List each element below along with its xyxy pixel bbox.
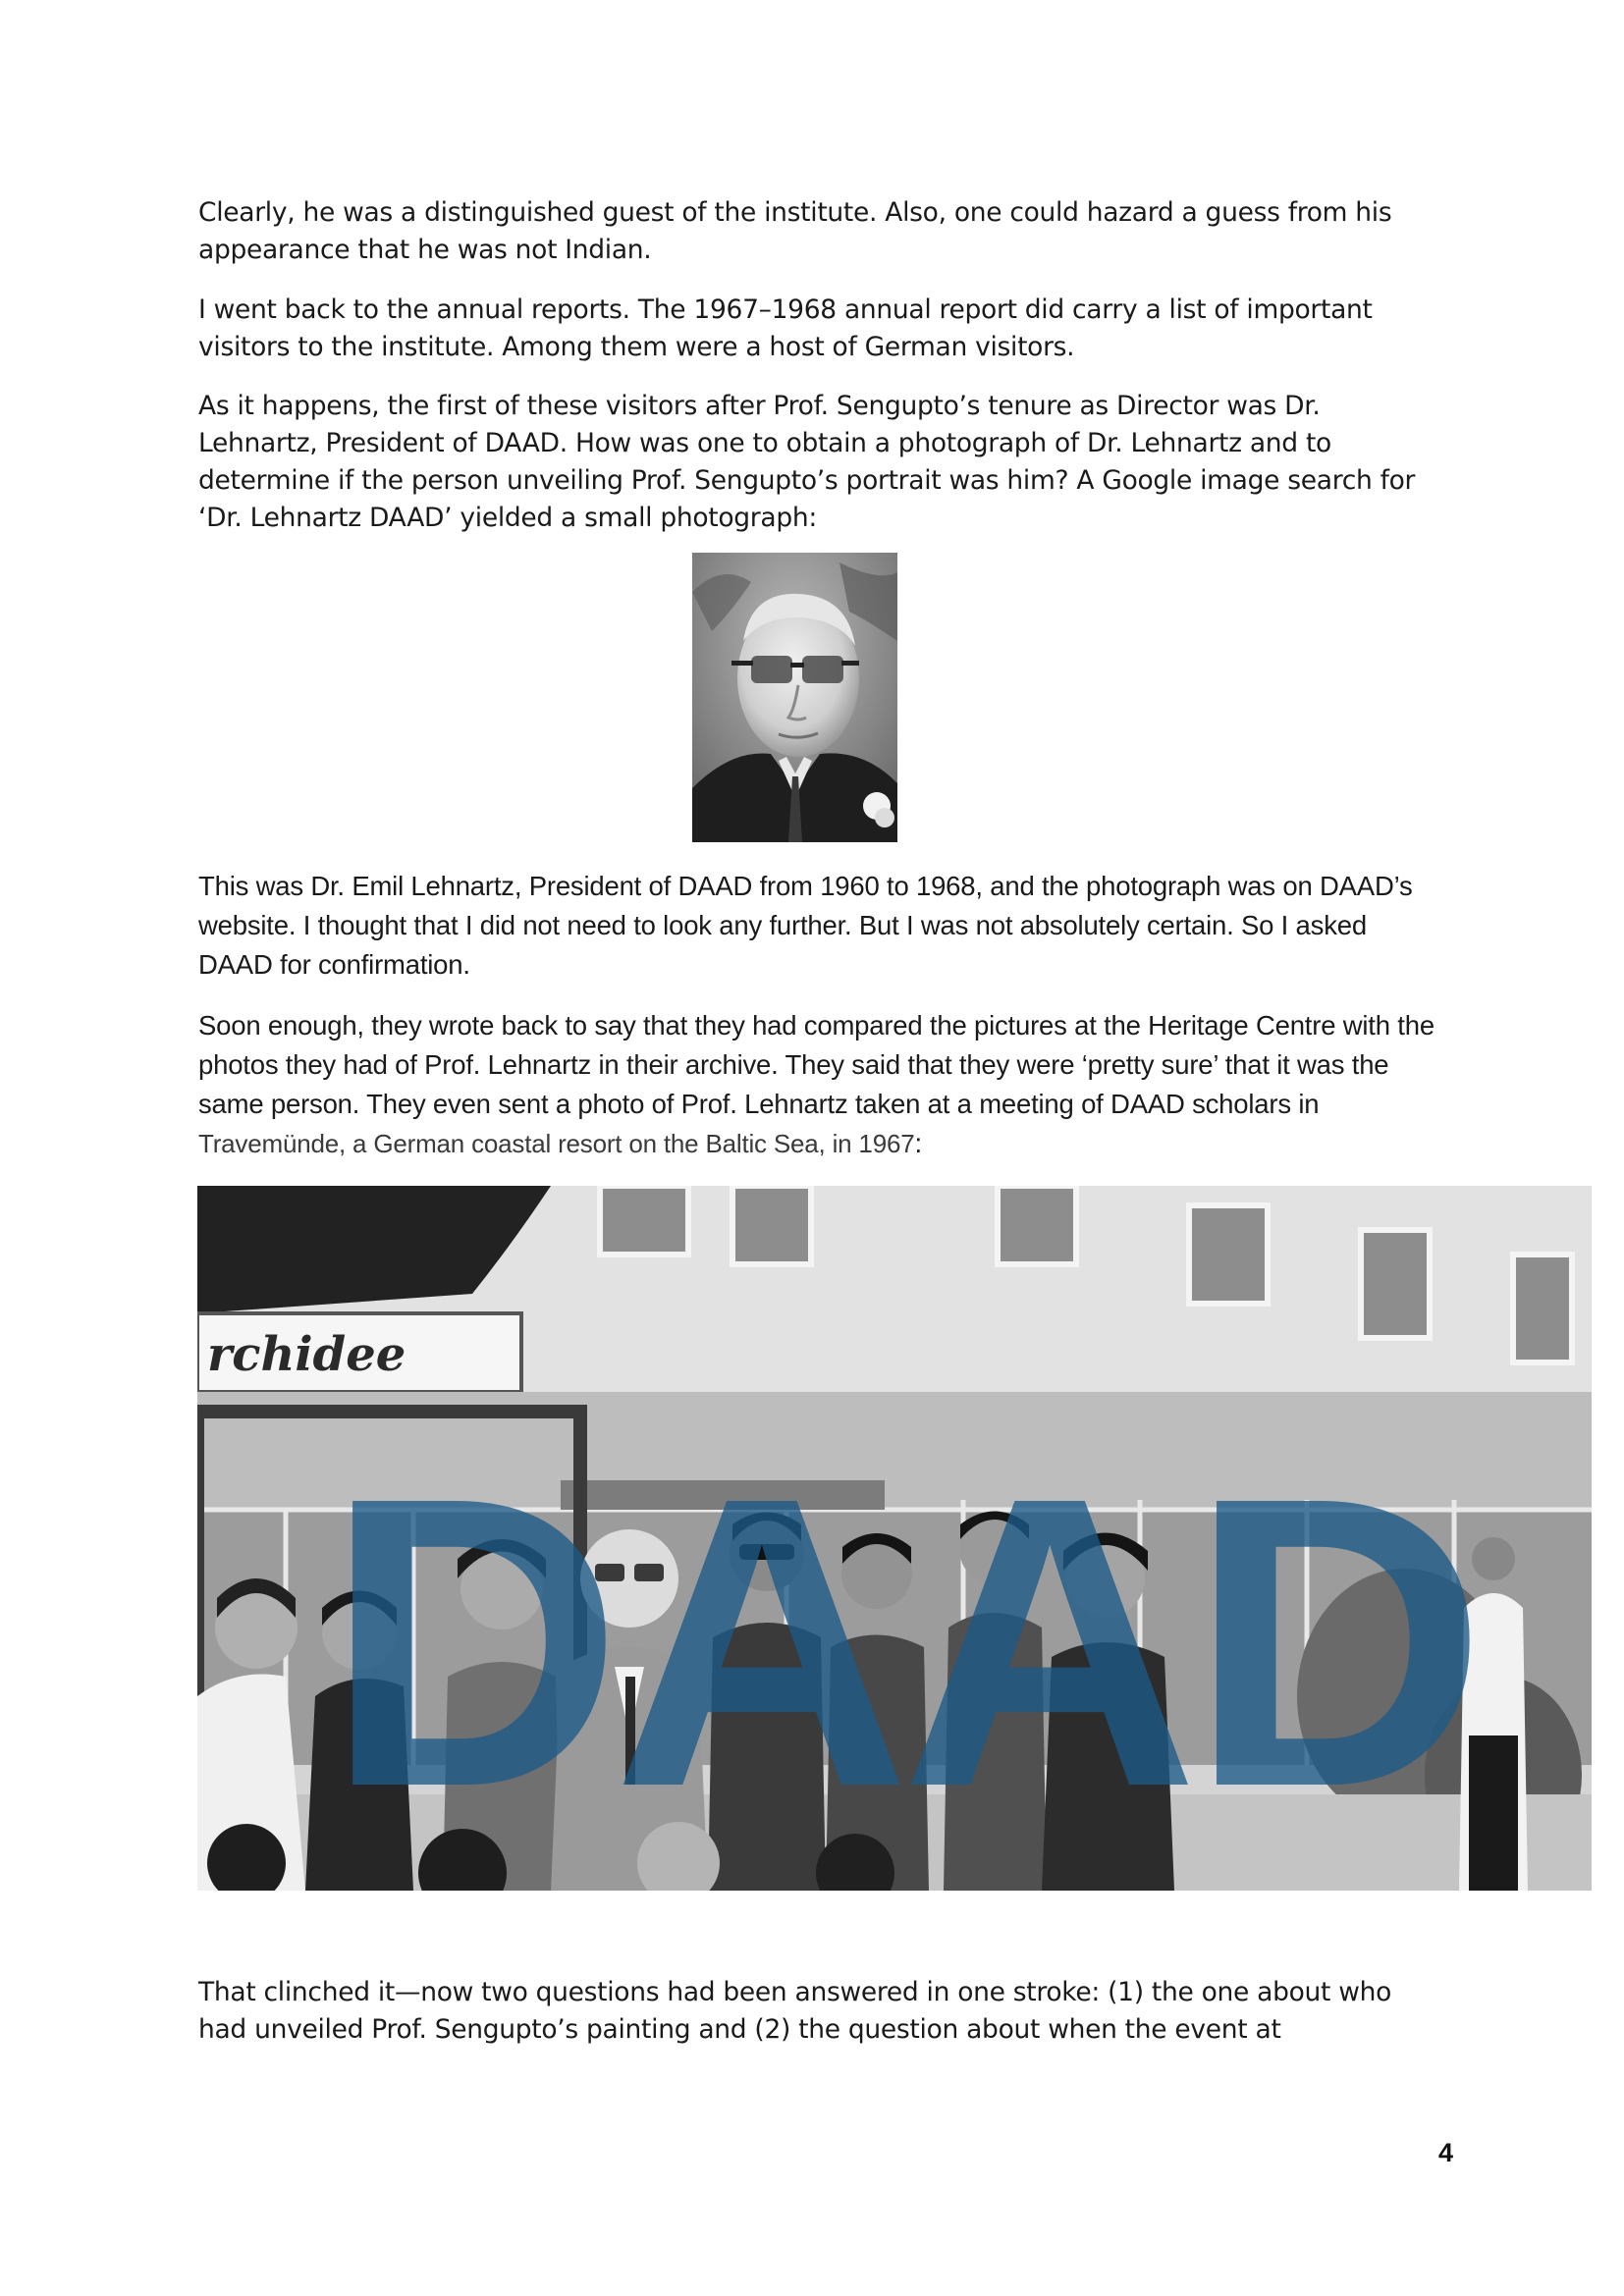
paragraph-5-end: : (914, 1128, 922, 1158)
paragraph-6: That clinched it—now two questions had been answered in one stroke: (1) the one about who had unveiled Prof. Sengupto’s painting and (2) the question about when the event at (198, 1977, 1391, 2045)
orchidee-sign-text: rchidee (207, 1327, 406, 1382)
page-number: 4 (1437, 2138, 1453, 2167)
daad-scholars-group-photo (197, 1186, 1592, 1891)
paragraph-4: This was Dr. Emil Lehnartz, President of DAAD from 1960 to 1968, and the photograph was on DAAD’s website. I thought that I did not need to look any further. But I was not absolutely certain. So I asked DAAD for confirmation. (198, 871, 1413, 980)
paragraph-2: I went back to the annual reports. The 1967–1968 annual report did carry a list of important visitors to the institute. Among them were a host of German visitors. (198, 294, 1373, 362)
lehnartz-portrait-photo (692, 553, 897, 842)
paragraph-5 (198, 1006, 1445, 1163)
daad-watermark-text: DAAD (325, 1413, 1478, 1873)
paragraph-5-location: Travemünde, a German coastal resort on the Baltic Sea, in 1967 (198, 1129, 915, 1158)
paragraph-1: Clearly, he was a distinguished guest of the institute. Also, one could hazard a guess from his appearance that he was not Indian. (198, 197, 1392, 265)
paragraph-5-main: Soon enough, they wrote back to say that they had compared the pictures at the Heritage Centre with the photos they had of Prof. Lehnartz in their archive. They said that they were ‘pretty sure’ that it was the same person. They even sent a photo of Prof. Lehnartz taken at a meeting of DAAD scholars in (198, 1010, 1435, 1119)
paragraph-3: As it happens, the first of these visitors after Prof. Sengupto’s tenure as Director was Dr. Lehnartz, President of DAAD. How was one to obtain a photograph of Dr. Lehnartz and to determine if the person unveiling Prof. Sengupto’s portrait was him? A Google image search for ‘Dr. Lehnartz DAAD’ yielded a small photograph: (198, 391, 1416, 533)
